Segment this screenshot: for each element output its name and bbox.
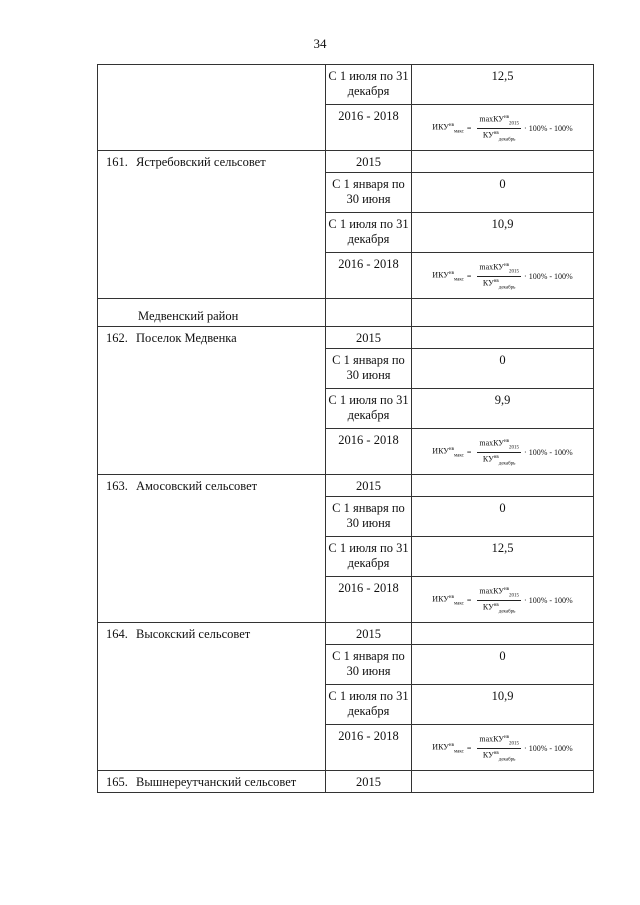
value-cell: 0: [412, 497, 594, 537]
entity-number: 164.: [106, 627, 128, 641]
formula-tail: · 100% - 100%: [524, 596, 573, 606]
formula-denominator: $КУ^{нв}_{декабрь}$: [482, 750, 516, 763]
tariff-table-body: [98, 65, 594, 793]
value-cell: 0: [412, 173, 594, 213]
value-cell: 12,5: [412, 537, 594, 577]
period-cell: 2016 - 2018: [326, 253, 412, 299]
period-cell: С 1 января по 30 июня: [326, 497, 412, 537]
entity-name: Высокский сельсовет: [136, 627, 251, 641]
index-formula: [414, 257, 591, 293]
value-cell: 10,9: [412, 685, 594, 725]
entity-number: 161.: [106, 155, 128, 169]
period-cell: С 1 июля по 31 декабря: [326, 389, 412, 429]
period-cell: 2016 - 2018: [326, 429, 412, 475]
entity-name: Поселок Медвенка: [136, 331, 237, 345]
formula-fraction: [477, 113, 521, 145]
value-cell: 9,9: [412, 389, 594, 429]
formula-eq: =: [466, 272, 472, 282]
value-cell: [412, 771, 594, 793]
period-cell: 2015: [326, 327, 412, 349]
entity-number: 163.: [106, 479, 128, 493]
period-cell: С 1 июля по 31 декабря: [326, 213, 412, 253]
formula-lhs: $ИКУ^{нв}_{макс}$: [432, 270, 464, 283]
period-cell: 2015: [326, 151, 412, 173]
formula-cell: [412, 429, 594, 475]
value-cell: [412, 327, 594, 349]
value-cell: 0: [412, 645, 594, 685]
formula-numerator: maxКУ$^{нв}_{2015}$: [477, 261, 521, 277]
formula-cell: [412, 105, 594, 151]
empty-cell: [412, 299, 594, 327]
period-cell: С 1 июля по 31 декабря: [326, 65, 412, 105]
entity-cell: [98, 65, 326, 151]
period-cell: 2016 - 2018: [326, 577, 412, 623]
index-formula: [414, 729, 591, 765]
formula-tail: · 100% - 100%: [524, 124, 573, 134]
page-number: 34: [313, 36, 327, 51]
period-cell: С 1 января по 30 июня: [326, 349, 412, 389]
formula-numerator: maxКУ$^{нв}_{2015}$: [477, 585, 521, 601]
value-cell: [412, 623, 594, 645]
formula-tail: · 100% - 100%: [524, 448, 573, 458]
formula-eq: =: [466, 448, 472, 458]
entity-cell: [98, 327, 326, 475]
table-row: [98, 327, 594, 349]
value-cell: 12,5: [412, 65, 594, 105]
formula-denominator: $КУ^{нв}_{декабрь}$: [482, 454, 516, 467]
period-cell: 2015: [326, 623, 412, 645]
formula-numerator: maxКУ$^{нв}_{2015}$: [477, 437, 521, 453]
formula-denominator: $КУ^{нв}_{декабрь}$: [482, 278, 516, 291]
period-cell: 2016 - 2018: [326, 105, 412, 151]
formula-fraction: [477, 437, 521, 469]
entity-name: Ястребовский сельсовет: [136, 155, 266, 169]
formula-lhs: $ИКУ^{нв}_{макс}$: [432, 742, 464, 755]
formula-fraction: [477, 733, 521, 765]
index-formula: [414, 109, 591, 145]
entity-number: 165.: [106, 775, 128, 789]
formula-numerator: maxКУ$^{нв}_{2015}$: [477, 733, 521, 749]
table-row: [98, 151, 594, 173]
formula-numerator: maxКУ$^{нв}_{2015}$: [477, 113, 521, 129]
entity-cell: [98, 623, 326, 771]
formula-cell: [412, 253, 594, 299]
formula-fraction: [477, 261, 521, 293]
formula-lhs: $ИКУ^{нв}_{макс}$: [432, 594, 464, 607]
district-row: [98, 299, 594, 327]
period-cell: С 1 июля по 31 декабря: [326, 685, 412, 725]
entity-name: Вышнереутчанский сельсовет: [136, 775, 297, 789]
table-row: [98, 623, 594, 645]
period-cell: 2015: [326, 475, 412, 497]
index-formula: [414, 433, 591, 469]
formula-eq: =: [466, 744, 472, 754]
formula-eq: =: [466, 596, 472, 606]
table-row: [98, 65, 594, 105]
value-cell: 10,9: [412, 213, 594, 253]
formula-tail: · 100% - 100%: [524, 272, 573, 282]
district-name: Медвенский район: [98, 299, 326, 327]
period-cell: 2015: [326, 771, 412, 793]
formula-denominator: $КУ^{нв}_{декабрь}$: [482, 602, 516, 615]
value-cell: [412, 151, 594, 173]
entity-name: Амосовский сельсовет: [136, 479, 258, 493]
formula-denominator: $КУ^{нв}_{декабрь}$: [482, 130, 516, 143]
entity-cell: [98, 771, 326, 793]
entity-number: 162.: [106, 331, 128, 345]
formula-lhs: $ИКУ^{нв}_{макс}$: [432, 446, 464, 459]
formula-fraction: [477, 585, 521, 617]
empty-cell: [326, 299, 412, 327]
entity-cell: [98, 151, 326, 299]
table-row: [98, 771, 594, 793]
formula-tail: · 100% - 100%: [524, 744, 573, 754]
formula-eq: =: [466, 124, 472, 134]
value-cell: [412, 475, 594, 497]
period-cell: 2016 - 2018: [326, 725, 412, 771]
formula-cell: [412, 725, 594, 771]
tariff-table: [97, 64, 594, 793]
period-cell: С 1 января по 30 июня: [326, 173, 412, 213]
formula-cell: [412, 577, 594, 623]
period-cell: С 1 января по 30 июня: [326, 645, 412, 685]
period-cell: С 1 июля по 31 декабря: [326, 537, 412, 577]
formula-lhs: $ИКУ^{нв}_{макс}$: [432, 122, 464, 135]
entity-cell: [98, 475, 326, 623]
value-cell: 0: [412, 349, 594, 389]
index-formula: [414, 581, 591, 617]
table-row: [98, 475, 594, 497]
